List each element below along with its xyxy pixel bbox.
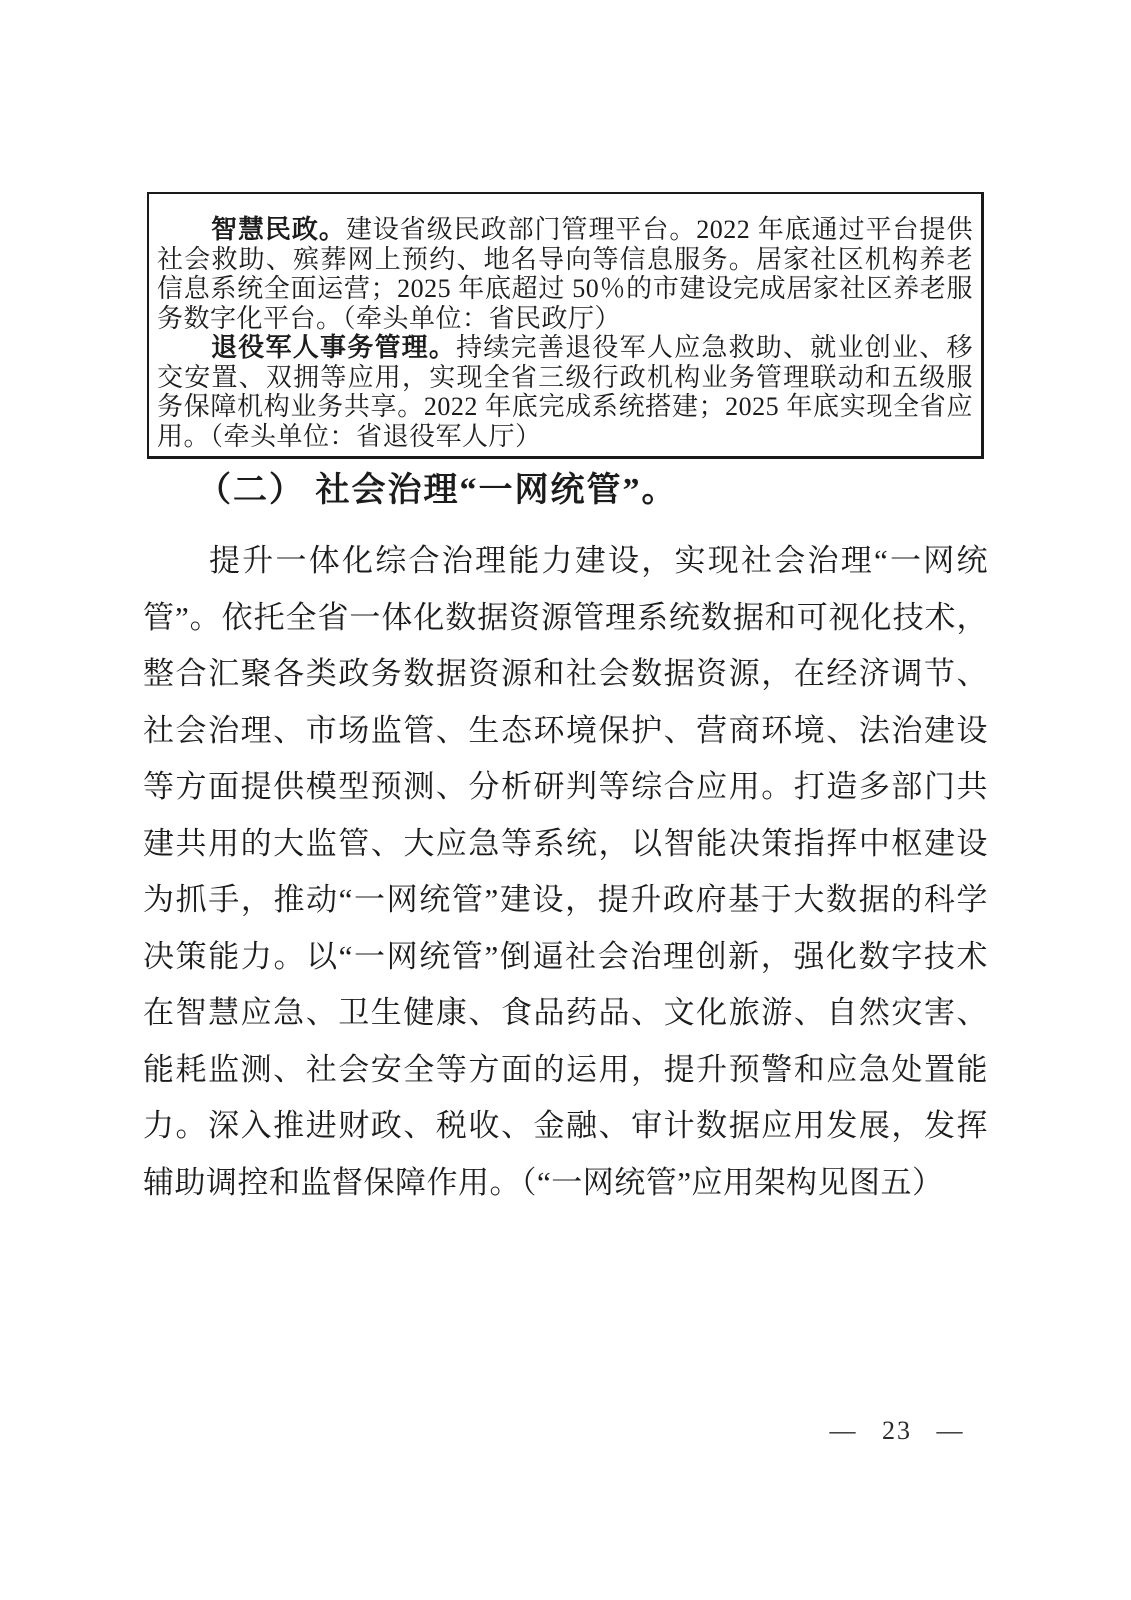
section-heading: （二） 社会治理“一网统管”。 [197, 472, 678, 509]
page-number: — 23 — [829, 1416, 965, 1445]
callout-paragraph-lead: 退役军人事务管理。 [211, 333, 457, 362]
callout-paragraph-lead: 智慧民政。 [211, 215, 346, 244]
callout-paragraph-body: 持续完善退役军人应急救助、就业创业、移交安置、双拥等应用，实现全省三级行政机构业务管理联动和五级服务保障机构业务共享。2022 年底完成系统搭建；2025 年底实现全省应用。（牵头单位：省退役军人厅） [157, 333, 973, 451]
callout-paragraph-smart-civil-affairs [157, 215, 973, 333]
callout-box [147, 192, 984, 459]
section-paragraph: 提升一体化综合治理能力建设，实现社会治理“一网统管”。依托全省一体化数据资源管理系统数据和可视化技术，整合汇聚各类政务数据资源和社会数据资源，在经济调节、社会治理、市场监管、生态环境保护、营商环境、法治建设等方面提供模型预测、分析研判等综合应用。打造多部门共建共用的大监管、大应急等系统，以智能决策指挥中枢建设为抓手，推动“一网统管”建设，提升政府基于大数据的科学决策能力。以“一网统管”倒逼社会治理创新，强化数字技术在智慧应急、卫生健康、食品药品、文化旅游、自然灾害、能耗监测、社会安全等方面的运用，提升预警和应急处置能力。深入推进财政、税收、金融、审计数据应用发展，发挥辅助调控和监督保障作用。（“一网统管”应用架构见图五） [143, 543, 988, 1200]
callout-paragraph-body: 建设省级民政部门管理平台。2022 年底通过平台提供社会救助、殡葬网上预约、地名导向等信息服务。居家社区机构养老信息系统全面运营；2025 年底超过 50％的市建设完成居家社区养老服务数字化平台。（牵头单位：省民政厅） [157, 215, 973, 333]
callout-paragraph-veterans-affairs [157, 333, 973, 451]
